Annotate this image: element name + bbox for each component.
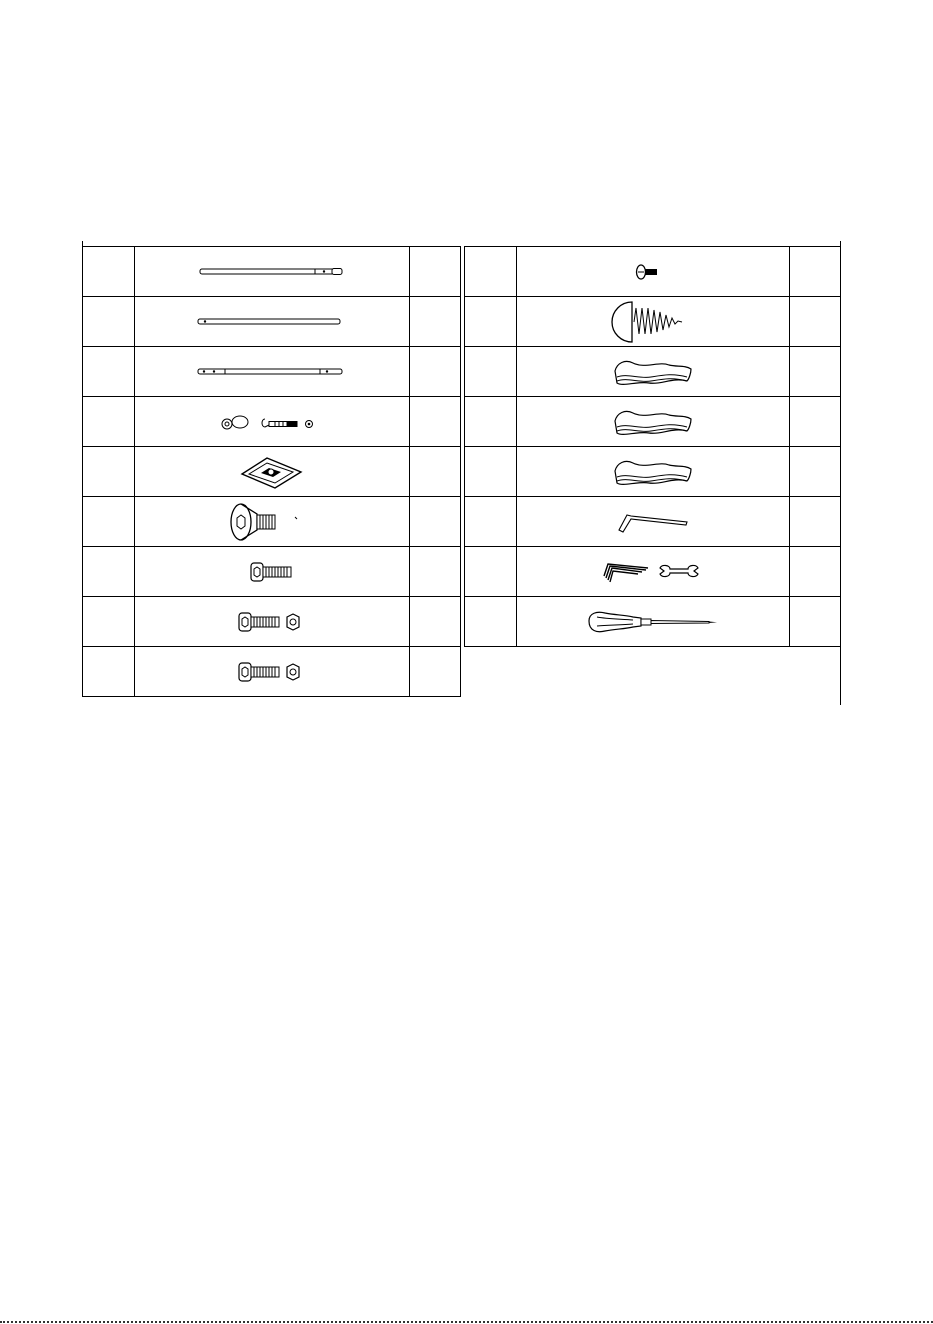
part-image-cell (135, 597, 410, 647)
part-number-cell (83, 447, 135, 497)
part-number-cell (83, 247, 135, 297)
part-image-cell (135, 397, 410, 447)
part-number-cell (83, 547, 135, 597)
eye-bolt-set-icon (217, 407, 327, 437)
table-row (83, 247, 461, 297)
table-row (83, 497, 461, 547)
part-qty-cell (410, 497, 461, 547)
small-screw-icon (635, 262, 665, 282)
part-number-cell (465, 297, 517, 347)
table-row (465, 447, 841, 497)
part-number-cell (465, 347, 517, 397)
part-qty-cell (410, 647, 461, 697)
table-row (465, 497, 841, 547)
part-number-cell (465, 497, 517, 547)
part-image-cell (517, 397, 790, 447)
table-row (465, 597, 841, 647)
part-image-cell (517, 297, 790, 347)
parts-table-left (82, 246, 461, 697)
part-image-cell (135, 497, 410, 547)
part-qty-cell (410, 347, 461, 397)
table-row (465, 247, 841, 297)
part-qty-cell (410, 547, 461, 597)
part-image-cell (135, 247, 410, 297)
straight-tube-icon (192, 312, 352, 332)
part-qty-cell (790, 397, 841, 447)
part-qty-cell (410, 447, 461, 497)
table-row (83, 397, 461, 447)
part-qty-cell (410, 247, 461, 297)
part-number-cell (465, 397, 517, 447)
part-image-cell (517, 347, 790, 397)
part-image-cell (135, 297, 410, 347)
part-image-cell (135, 347, 410, 397)
part-number-cell (83, 647, 135, 697)
part-image-cell (517, 547, 790, 597)
part-image-cell (135, 447, 410, 497)
table-row (83, 297, 461, 347)
spring-hook-icon (608, 300, 698, 344)
part-image-cell (135, 547, 410, 597)
long-tube-icon (192, 262, 352, 282)
part-qty-cell (790, 447, 841, 497)
table-row (465, 397, 841, 447)
part-number-cell (465, 247, 517, 297)
allen-keys-and-wrench-icon (598, 558, 708, 586)
part-image-cell (517, 497, 790, 547)
part-number-cell (83, 297, 135, 347)
allen-key-icon (613, 510, 693, 534)
part-number-cell (465, 547, 517, 597)
cushion-pad-icon (611, 353, 695, 391)
table-row (465, 347, 841, 397)
cushion-pad-icon (611, 403, 695, 441)
part-qty-cell (790, 497, 841, 547)
hex-socket-bolt-icon (247, 559, 297, 585)
part-qty-cell (410, 297, 461, 347)
part-number-cell (465, 447, 517, 497)
part-image-cell (517, 247, 790, 297)
square-base-plate-icon (237, 454, 307, 490)
bolt-with-nut-icon (235, 609, 309, 635)
screwdriver-icon (583, 605, 723, 639)
table-row (83, 647, 461, 697)
part-qty-cell (790, 297, 841, 347)
parts-table-right (464, 246, 841, 647)
table-row (465, 547, 841, 597)
part-qty-cell (410, 597, 461, 647)
table-row (83, 447, 461, 497)
table-row (83, 597, 461, 647)
part-qty-cell (790, 347, 841, 397)
part-image-cell (135, 647, 410, 697)
table-row (465, 297, 841, 347)
part-number-cell (83, 597, 135, 647)
page-bottom-edge (0, 1321, 933, 1323)
part-number-cell (83, 397, 135, 447)
part-number-cell (83, 497, 135, 547)
countersunk-bolt-icon (227, 500, 317, 544)
part-image-cell (517, 447, 790, 497)
part-number-cell (465, 597, 517, 647)
bolt-with-nut-icon (235, 659, 309, 685)
part-number-cell (83, 347, 135, 397)
part-qty-cell (790, 547, 841, 597)
drilled-tube-icon (192, 362, 352, 382)
part-qty-cell (410, 397, 461, 447)
part-image-cell (517, 597, 790, 647)
part-qty-cell (790, 597, 841, 647)
part-qty-cell (790, 247, 841, 297)
cushion-pad-icon (611, 453, 695, 491)
table-row (83, 547, 461, 597)
table-row (83, 347, 461, 397)
